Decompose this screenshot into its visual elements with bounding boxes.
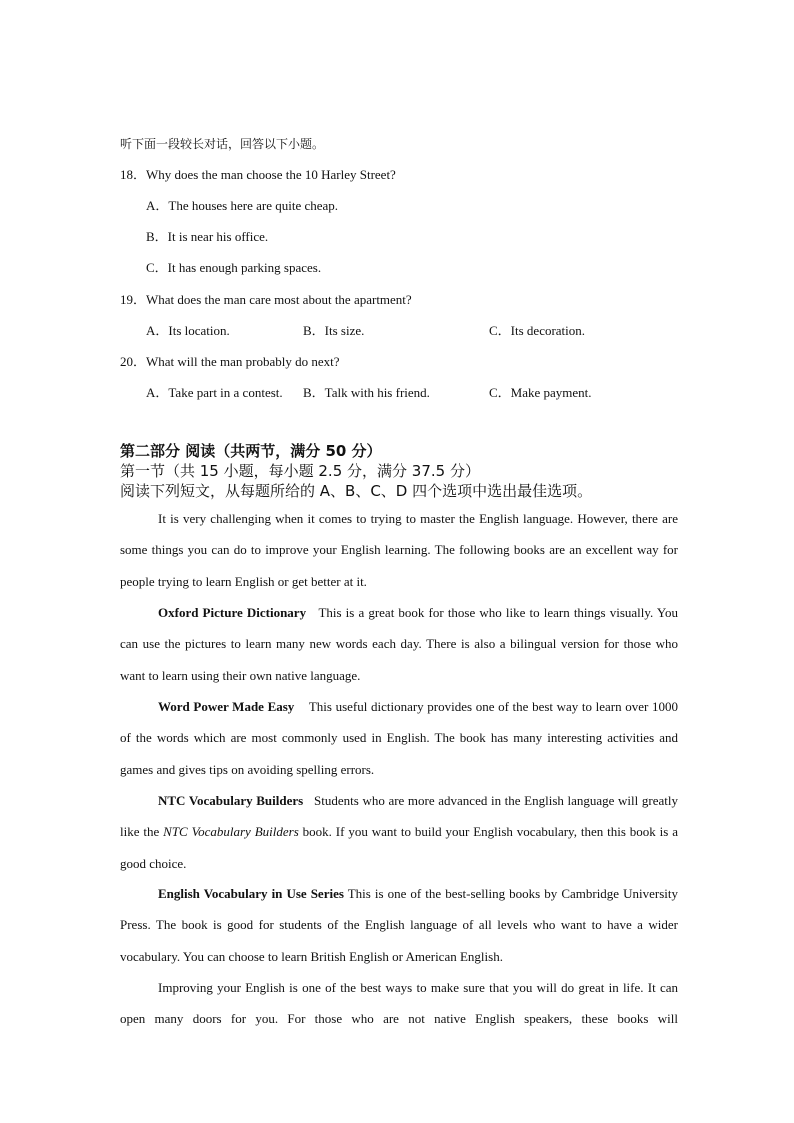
- option-b: [303, 385, 430, 401]
- book-paragraph-english-vocabulary: [120, 878, 678, 972]
- option-b: [303, 323, 364, 339]
- paragraph-text: Students who are more advanced in the English language will greatly like the: [120, 793, 678, 840]
- question-text: What does the man care most about the apartment?: [146, 292, 412, 307]
- book-paragraph-word-power: [120, 691, 678, 785]
- option-a: [146, 198, 338, 214]
- option-letter: C．: [489, 385, 511, 400]
- option-letter: B．: [146, 229, 168, 244]
- book-paragraph-oxford: [120, 597, 678, 691]
- book-title: Oxford Picture Dictionary: [158, 605, 307, 620]
- option-c: [489, 385, 592, 401]
- question-stem: [120, 167, 396, 183]
- paragraph-text: It is very challenging when it comes to trying to master the English language. However, there are some things you can do to improve your English learning. The following books are an excellent way for people trying to learn English or get better at it.: [120, 511, 678, 589]
- question-stem: [120, 354, 340, 370]
- question-number: 18．: [120, 167, 147, 182]
- option-a: [146, 323, 230, 339]
- paragraph-text: Improving your English is one of the best ways to make sure that you will do great in life. It can open many doors for you. For those who are not native English speakers, these books will: [120, 980, 678, 1027]
- option-letter: A．: [146, 323, 169, 338]
- question-text: What will the man probably do next?: [146, 354, 340, 369]
- book-title: NTC Vocabulary Builders: [158, 793, 304, 808]
- book-title: Word Power Made Easy: [158, 699, 295, 714]
- paragraph-text: book. If you want to build your English vocabulary, then this book is a good choice.: [120, 824, 678, 871]
- question-text: Why does the man choose the 10 Harley Street?: [146, 167, 396, 182]
- passage-intro-paragraph: [120, 503, 678, 597]
- option-letter: C．: [146, 260, 168, 275]
- book-title: English Vocabulary in Use Series: [158, 886, 344, 901]
- option-b: [146, 229, 268, 245]
- option-letter: A．: [146, 198, 169, 213]
- paragraph-text: This is one of the best-selling books by Cambridge University Press. The book is good for students of the English language of all levels who want to have a wider vocabulary. You can choose to learn British English or American English.: [120, 886, 678, 964]
- option-text: It is near his office.: [167, 229, 269, 244]
- option-letter: B．: [303, 323, 325, 338]
- part-title: 第二部分 阅读（共两节，满分 50 分）: [120, 442, 382, 460]
- option-text: Take part in a contest.: [168, 385, 283, 400]
- option-c: [146, 260, 321, 276]
- option-text: Its location.: [168, 323, 230, 338]
- option-text: Make payment.: [510, 385, 592, 400]
- paragraph-text: This is a great book for those who like to learn things visually. You can use the pictures to learn many new words each day. There is also a bilingual version for those who want to learn using their own native language.: [120, 605, 679, 683]
- passage-closing-paragraph: [120, 972, 678, 1035]
- option-letter: A．: [146, 385, 169, 400]
- option-text: The houses here are quite cheap.: [168, 198, 339, 213]
- reading-instruction: 阅读下列短文，从每题所给的 A、B、C、D 四个选项中选出最佳选项。: [120, 482, 593, 500]
- paragraph-text: This useful dictionary provides one of the best way to learn over 1000 of the words which are most commonly used in English. The book has many interesting activities and games and gives tips on avoiding spelling errors.: [120, 699, 678, 777]
- option-text: Its decoration.: [510, 323, 586, 338]
- option-text: Talk with his friend.: [324, 385, 430, 400]
- question-number: 19．: [120, 292, 147, 307]
- italic-book-title: NTC Vocabulary Builders: [163, 824, 299, 840]
- question-number: 20．: [120, 354, 147, 369]
- option-c: [489, 323, 585, 339]
- section-title: 第一节（共 15 小题，每小题 2.5 分，满分 37.5 分）: [120, 462, 480, 480]
- option-text: It has enough parking spaces.: [167, 260, 322, 275]
- option-letter: B．: [303, 385, 325, 400]
- option-a: [146, 385, 283, 401]
- listening-instruction: 听下面一段较长对话，回答以下小题。: [120, 137, 325, 151]
- book-paragraph-ntc: [120, 785, 678, 879]
- option-text: Its size.: [324, 323, 365, 338]
- option-letter: C．: [489, 323, 511, 338]
- question-stem: [120, 292, 412, 308]
